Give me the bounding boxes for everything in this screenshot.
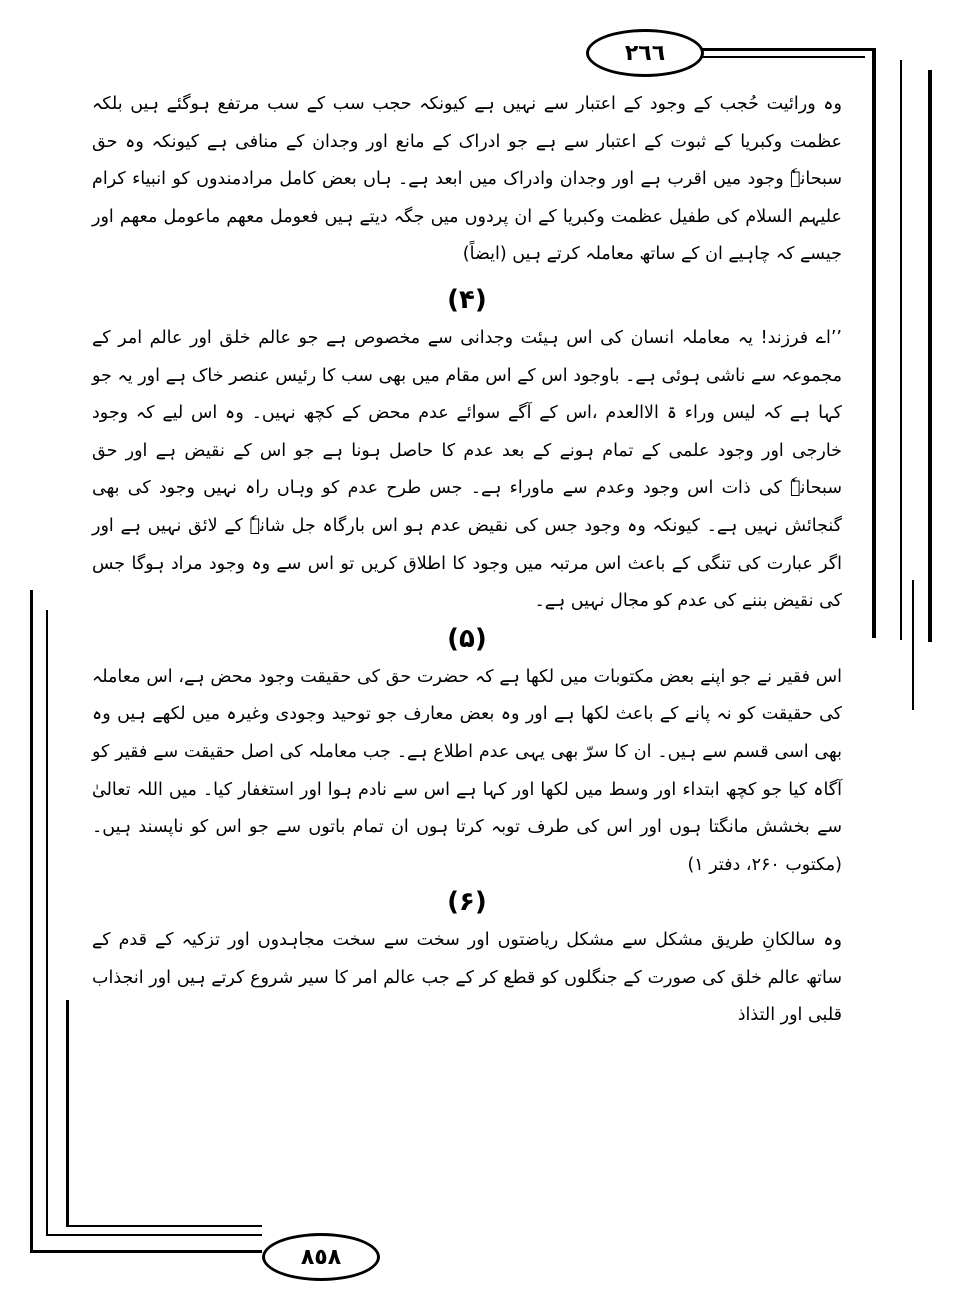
section-number-6: (۶) — [447, 887, 487, 918]
frame-line-top-inner — [700, 56, 865, 58]
frame-line-right-lower — [912, 580, 914, 710]
frame-line-right-mid — [900, 60, 902, 640]
frame-line-left-inner — [66, 1000, 69, 1225]
page-number-bottom: ٨٥٨ — [262, 1233, 380, 1281]
section-heading-4 — [92, 282, 842, 318]
frame-line-bottom-inner — [66, 1225, 262, 1227]
frame-line-right-inner — [928, 70, 932, 642]
paragraph-3: اس فقیر نے جو اپنے بعض مکتوبات میں لکھا ہے کہ حضرت حق کی حقیقت وجود محض ہے، اس معاملہ کی حقیقت کو نہ پانے کے باعث لکھا ہے اور وہ بعض معارف جو توحید وجودی وغیرہ میں لکھے ہیں وہ بھی اسی قسم سے ہیں۔ ان کا سرّ بھی یہی عدم اطلاع ہے۔ جب معاملہ کی اصل حقیقت سے فقیر کو آگاہ کیا جو کچھ ابتداء اور وسط میں لکھا اور کہا ہے اس سے نادم ہوا اور استغفار کیا۔ میں اللہ تعالیٰ سے بخشش مانگتا ہوں اور اس کی طرف توبہ کرتا ہوں ان تمام باتوں سے جو اس کو ناپسند ہیں۔ (مکتوب ۲۶۰، دفتر ۱) — [92, 666, 842, 875]
frame-line-left-mid — [46, 610, 48, 1235]
frame-line-right-outer — [872, 48, 876, 638]
frame-line-left-outer — [30, 590, 33, 1250]
paragraph-2: ’’اے فرزند! یہ معاملہ انسان کی اس ہیئت وجدانی سے مخصوص ہے جو عالم خلق اور عالم امر کے مجموعہ سے ناشی ہوئی ہے۔ باوجود اس کے اس مقام میں بھی سب کا رئیس عنصر خاک ہے اور یہ جو کہا ہے کہ لیس وراء ۃ الاالعدم ،اس کے آگے سوائے عدم محض کے کچھ نہیں۔ وہ اس لیے کہ وجود خارجی اور وجود علمی کے تمام ہونے کے بعد عدم کا حاصل ہونا ہے جو اس کے نقیض ہے اور حق سبحانہٗ کی ذات اس وجود وعدم سے ماوراء ہے۔ جس طرح عدم کو وہاں راہ نہیں وجود کی بھی گنجائش نہیں ہے۔ کیونکہ وہ وجود جس کی نقیض عدم ہو اس بارگاہ جل شانہٗ کے لائق نہیں ہے اور اگر عبارت کی تنگی کے باعث اس مرتبہ میں وجود کا اطلاق کریں تو اس سے وہ وجود مراد ہوگا جس کی نقیض بننے کی عدم کو مجال نہیں ہے۔ — [92, 327, 842, 612]
section-heading-5 — [92, 621, 842, 657]
frame-line-bottom-mid — [46, 1234, 262, 1236]
page-number-top: ٢٦٦ — [586, 29, 704, 77]
page-content — [92, 86, 842, 1035]
section-number-5: (۵) — [447, 623, 487, 654]
paragraph-4: وہ سالکانِ طریق مشکل سے مشکل ریاضتوں اور سخت سے سخت مجاہدوں اور تزکیہ کے قدم کے ساتھ عالم خلق کی صورت کے جنگلوں کو قطع کر کے جب عالم امر کا سیر شروع کرتے ہیں اور انجذاب قلبی اور التذاذ — [92, 930, 842, 1026]
frame-line-bottom-outer — [30, 1250, 262, 1253]
frame-line-top — [700, 48, 875, 51]
section-number-4: (۴) — [447, 284, 487, 315]
section-heading-6 — [92, 884, 842, 920]
paragraph-1: وہ ورائیت حُجب کے وجود کے اعتبار سے نہیں ہے کیونکہ حجب سب کے سب مرتفع ہوگئے ہیں بلکہ عظمت وکبریا کے ثبوت کے اعتبار سے ہے جو ادراک کے مانع اور وجدان کے منافی ہے کیونکہ وہ حق سبحانہٗ وجود میں اقرب ہے اور وجدان وادراک میں ابعد ہے۔ ہاں بعض کامل مرادمندوں کو انبیاء کرام علیہم السلام کی طفیل عظمت وکبریا کے ان پردوں میں جگہ دیتے ہیں فعومل معھم ماعومل معھم اور جیسے کہ چاہیے ان کے ساتھ معاملہ کرتے ہیں (ایضاً) — [92, 94, 842, 265]
